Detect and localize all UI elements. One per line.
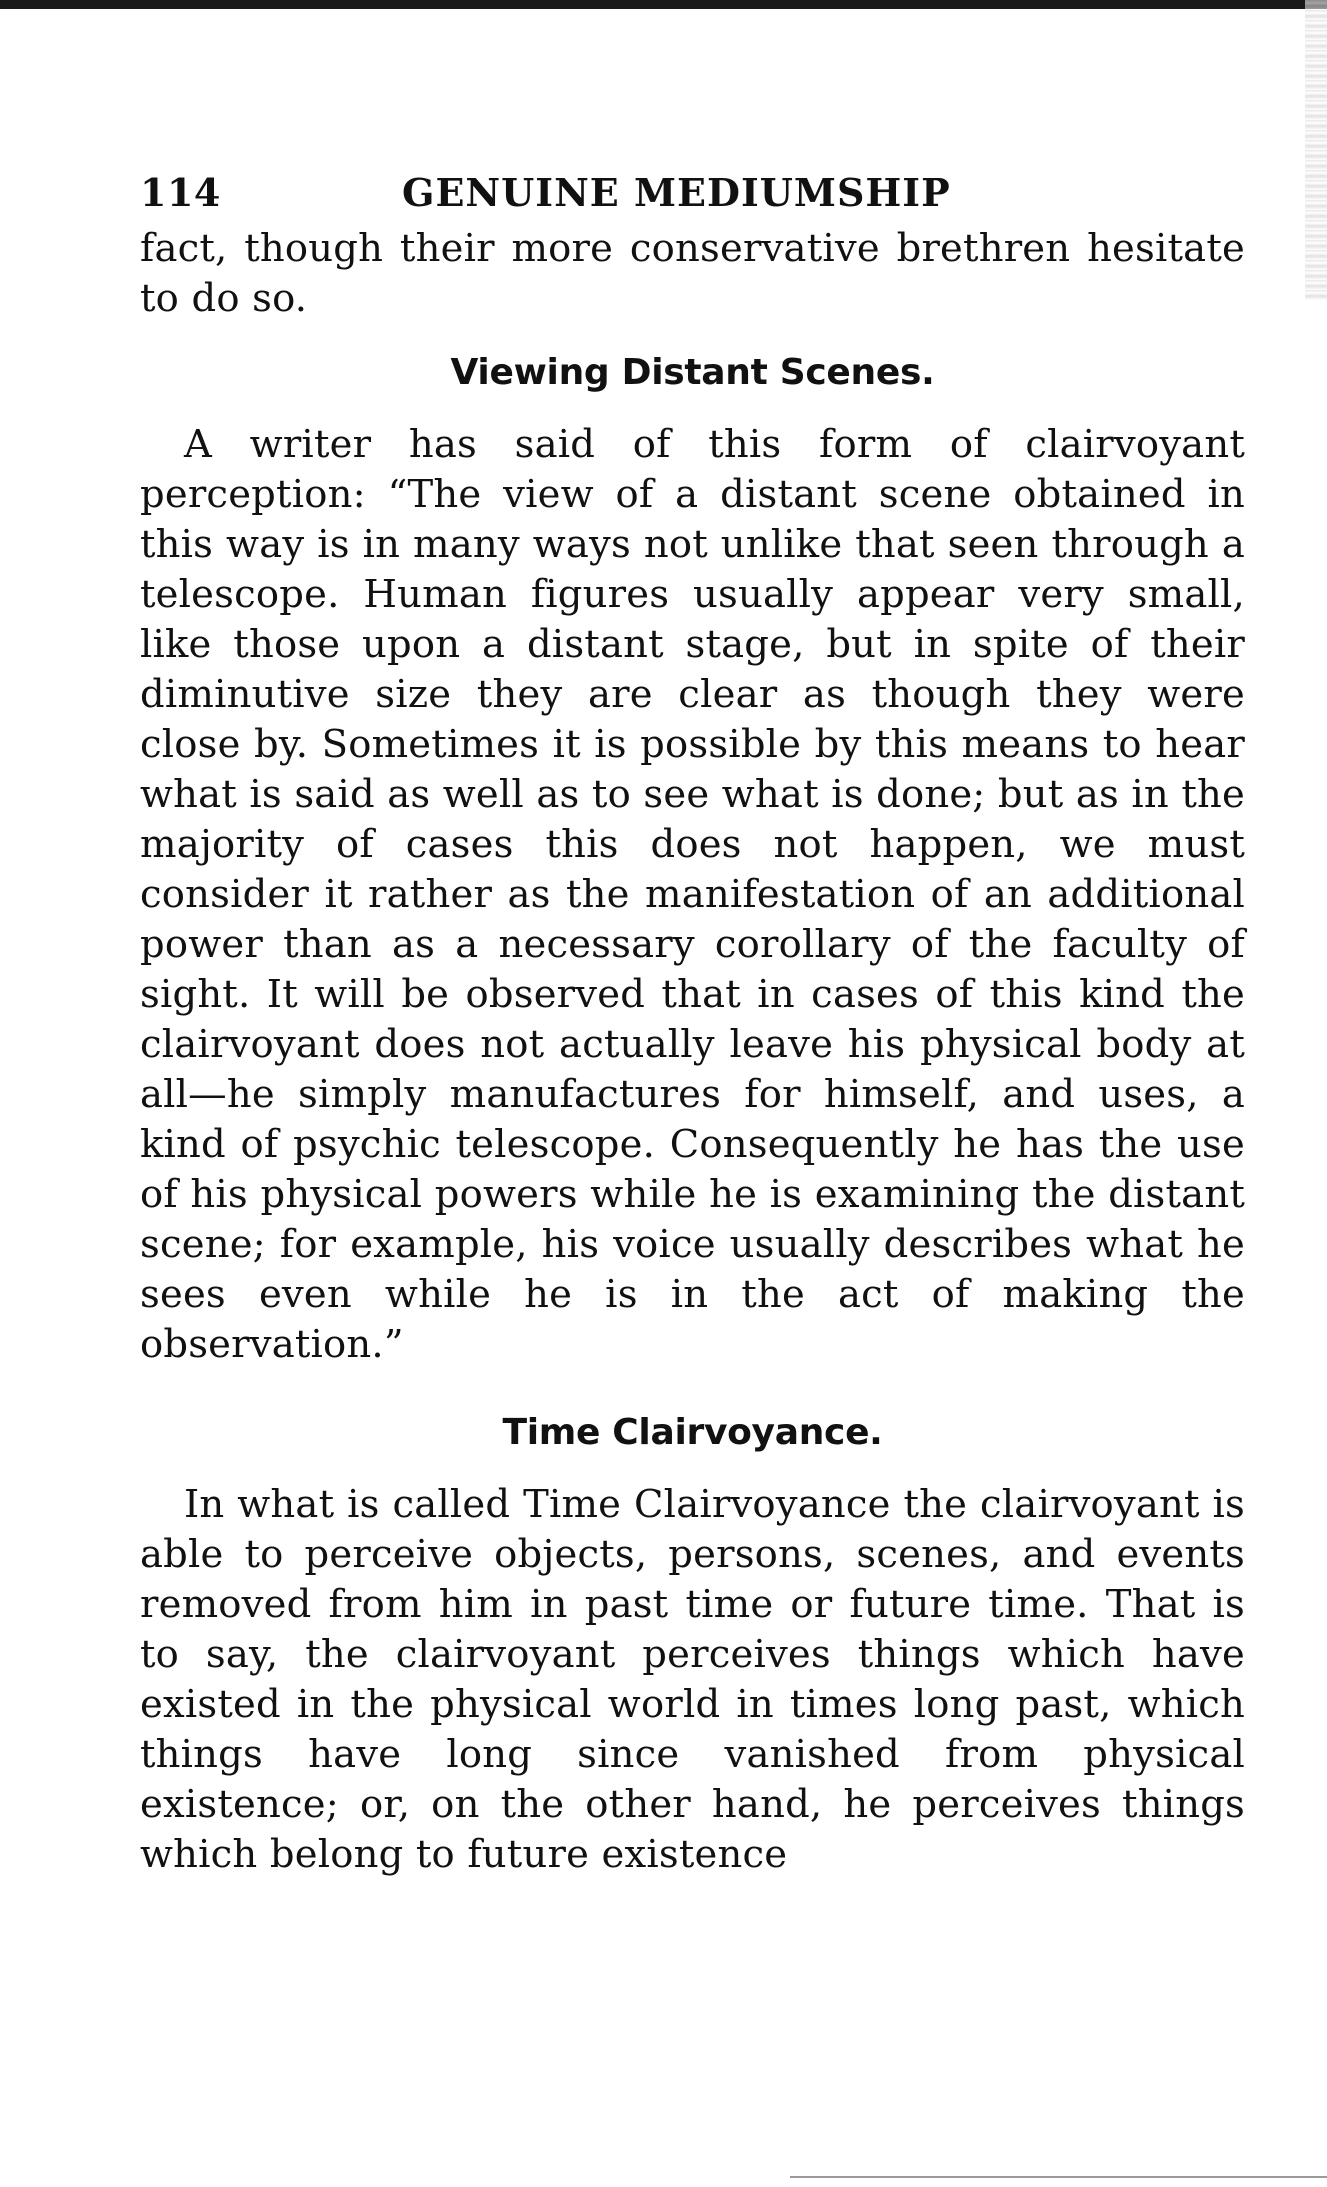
running-title: GENUINE MEDIUMSHIP [402,170,951,215]
section-heading-time-clairvoyance: Time Clairvoyance. [502,1412,883,1453]
page-top-edge [0,0,1327,9]
running-header [140,170,1245,224]
page-number: 114 [140,170,221,215]
page-bottom-edge [790,2176,1327,2178]
paragraph-viewing-distant-scenes: A writer has said of this form of clairvoyant perception: “The view of a distant scene obtained in this way is in many ways not unlike that seen through a telescope. Human figures usually appear very small, like those upon a distant stage, but in spite of their diminutive size they are clear as though they were close by. Sometimes it is possible by this means to hear what is said as well as to see what is done; but as in the majority of cases this does not happen, we must consider it rather as the manifestation of an additional power than as a necessary corollary of the faculty of sight. It will be observed that in cases of this kind the clairvoyant does not actually leave his physical body at all—he simply manufactures for himself, and uses, a kind of psychic telescope. Consequently he has the use of his physical powers while he is examining the distant scene; for example, his voice usually describes what he sees even while he is in the act of making the observation.” [140,422,1246,1367]
page-body [140,170,1245,1880]
paragraph-time-clairvoyance: In what is called Time Clairvoyance the clairvoyant is able to perceive objects, persons, scenes, and events removed from him in past time or future time. That is to say, the clairvoyant perceives things which have existed in the physical world in times long past, which things have long since vanished from physical existence; or, on the other hand, he perceives things which belong to future existence [140,1482,1245,1877]
scan-edge-artifact [1305,0,1327,300]
continued-paragraph: fact, though their more conservative brethren hesitate to do so. [140,226,1245,321]
section-heading-viewing-distant-scenes: Viewing Distant Scenes. [450,352,935,393]
